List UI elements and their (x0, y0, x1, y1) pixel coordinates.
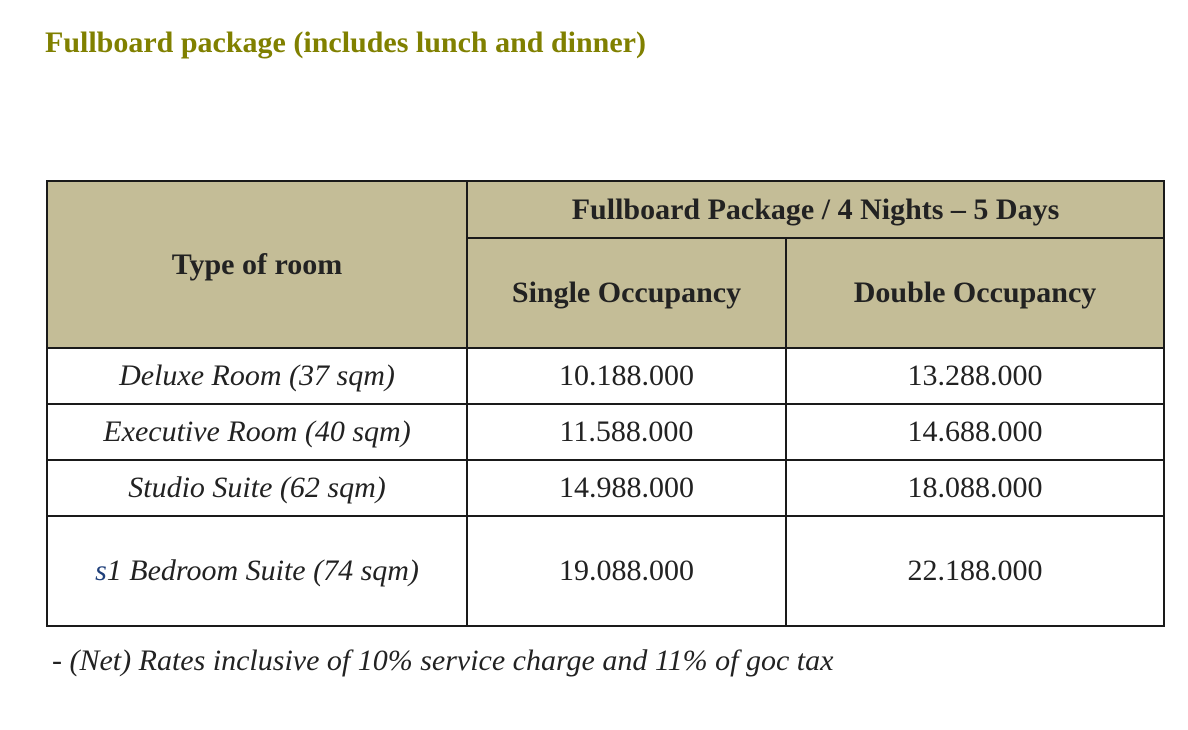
page-title: Fullboard package (includes lunch and dinner) (45, 26, 646, 59)
table-row (47, 516, 1164, 626)
single-price: 10.188.000 (467, 348, 786, 404)
double-price: 14.688.000 (786, 404, 1164, 460)
table-header-row (47, 181, 1164, 238)
table-row (47, 404, 1164, 460)
single-price: 11.588.000 (467, 404, 786, 460)
table-row (47, 460, 1164, 516)
single-price: 19.088.000 (467, 516, 786, 626)
double-price: 18.088.000 (786, 460, 1164, 516)
header-double-occupancy: Double Occupancy (786, 238, 1164, 348)
room-name: Executive Room (40 sqm) (47, 404, 467, 460)
room-name: Deluxe Room (37 sqm) (47, 348, 467, 404)
room-name-cell (47, 516, 467, 626)
double-price: 22.188.000 (786, 516, 1164, 626)
double-price: 13.288.000 (786, 348, 1164, 404)
room-prefix: s (95, 554, 107, 587)
room-name: Studio Suite (62 sqm) (47, 460, 467, 516)
header-single-occupancy: Single Occupancy (467, 238, 786, 348)
single-price: 14.988.000 (467, 460, 786, 516)
header-package: Fullboard Package / 4 Nights – 5 Days (467, 181, 1164, 238)
room-name: 1 Bedroom Suite (74 sqm) (106, 554, 419, 587)
rates-note: - (Net) Rates inclusive of 10% service charge and 11% of goc tax (52, 644, 834, 677)
table-row (47, 348, 1164, 404)
rates-table (46, 180, 1165, 627)
header-room-type: Type of room (47, 181, 467, 348)
